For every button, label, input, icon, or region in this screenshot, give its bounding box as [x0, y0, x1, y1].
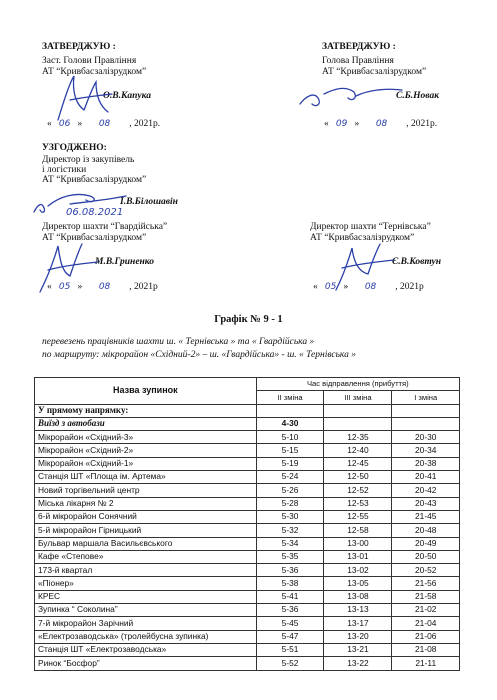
table-row [35, 643, 460, 656]
right-approval-date: « 09 » 08 , 2021р. [324, 119, 438, 129]
shift-3-time-cell: 12-50 [324, 471, 392, 484]
left-approval-date: « 06 » 08 , 2021р. [47, 119, 161, 129]
right-director-month: 08 [364, 282, 377, 292]
right-approval-heading: ЗАТВЕРДЖУЮ : [322, 42, 396, 52]
right-director-signature [330, 238, 400, 296]
agreed-signature [30, 182, 130, 222]
stop-name-cell: Ринок “Босфор” [35, 657, 257, 670]
shift-3-time-cell: 12-35 [324, 431, 392, 444]
right-approval-org: АТ “Кривбасзалізрудком” [322, 67, 427, 77]
agreed-heading: УЗГОДЖЕНО: [42, 143, 107, 153]
stop-name-cell: Станція ШТ «Електрозаводська» [35, 643, 257, 656]
shift-3-time-cell: 13-00 [324, 537, 392, 550]
shift-2-time-cell: 5-47 [256, 630, 324, 643]
left-director-position: Директор шахти “Гвардійська” [42, 222, 168, 232]
header-shift-1: І зміна [392, 391, 460, 404]
shift-1-time-cell: 21-11 [392, 657, 460, 670]
shift-2-time-cell: 5-26 [256, 484, 324, 497]
shift-2-time-cell: 5-52 [256, 657, 324, 670]
stop-name-cell: Зупинка “ Соколина” [35, 604, 257, 617]
shift-1-time-cell: 21-56 [392, 577, 460, 590]
shift-3-time-cell: 12-55 [324, 510, 392, 523]
table-row [35, 484, 460, 497]
table-row [35, 524, 460, 537]
section-forward-label: У прямому напрямку: [35, 404, 257, 417]
shift-1-time-cell: 20-34 [392, 444, 460, 457]
shift-3-time-cell: 13-20 [324, 630, 392, 643]
stop-name-cell: «Електрозаводська» (тролейбусна зупинка) [35, 630, 257, 643]
right-director-name: Є.В.Ковтун [392, 257, 442, 267]
stop-name-cell: КРЕС [35, 590, 257, 603]
subtitle-line2: по маршруту: мікрорайон «Східний-2» – ш. «Гвардійська» - ш. « Тернівська » [42, 350, 356, 360]
stop-name-cell: Бульвар маршала Васильєвського [35, 537, 257, 550]
shift-2-time-cell: 5-35 [256, 550, 324, 563]
shift-1-time-cell: 20-50 [392, 550, 460, 563]
agreed-handwritten-date: 06.08.2021 [66, 207, 124, 218]
shift-3-time-cell: 12-58 [324, 524, 392, 537]
left-approval-org: АТ “Кривбасзалізрудком” [42, 67, 147, 77]
shift-3-time-cell: 13-17 [324, 617, 392, 630]
shift-1-time-cell: 20-38 [392, 457, 460, 470]
stop-name-cell: Новий торгівельний центр [35, 484, 257, 497]
table-row [35, 444, 460, 457]
shift-2-time-cell: 5-28 [256, 497, 324, 510]
right-director-day: 05 [324, 282, 337, 292]
stop-name-cell: 7-й мікрорайон Зарічний [35, 617, 257, 630]
shift-3-time-cell: 13-21 [324, 643, 392, 656]
agreed-line1: Директор із закупівель [42, 155, 135, 165]
left-director-signature [34, 236, 104, 296]
shift-1-time-cell: 21-58 [392, 590, 460, 603]
table-row [35, 550, 460, 563]
table-row [35, 564, 460, 577]
shift-3-time-cell: 13-01 [324, 550, 392, 563]
left-director-month: 08 [98, 282, 111, 292]
right-approval-month: 08 [375, 119, 388, 129]
stop-name-cell: Кафе «Степове» [35, 550, 257, 563]
shift-3-time-cell: 12-52 [324, 484, 392, 497]
table-row [35, 657, 460, 670]
shift-3-time-cell: 13-08 [324, 590, 392, 603]
right-approval-signature [296, 78, 406, 118]
right-director-date: « 05 » 08 , 2021р [313, 282, 424, 292]
shift-1-time-cell: 21-08 [392, 643, 460, 656]
header-stop-name: Назва зупинок [35, 378, 257, 405]
shift-1-time-cell: 20-48 [392, 524, 460, 537]
left-approval-position: Заст. Голови Правління [42, 56, 137, 66]
right-approval-name: С.Б.Новак [396, 91, 440, 101]
shift-1-time-cell: 20-30 [392, 431, 460, 444]
stop-name-cell: Мікрорайон «Східний-3» [35, 431, 257, 444]
schedule-table [34, 377, 460, 671]
stop-name-cell: 6-й мікрорайон Сонячний [35, 510, 257, 523]
stop-name-cell: 173-й квартал [35, 564, 257, 577]
table-row [35, 604, 460, 617]
depot-time: 4-30 [256, 417, 324, 430]
shift-3-time-cell: 13-05 [324, 577, 392, 590]
shift-1-time-cell: 20-43 [392, 497, 460, 510]
left-director-date: « 05 » 08 , 2021р [47, 282, 158, 292]
stop-name-cell: Міська лікарня № 2 [35, 497, 257, 510]
shift-2-time-cell: 5-34 [256, 537, 324, 550]
stop-name-cell: «Піонер» [35, 577, 257, 590]
shift-1-time-cell: 21-02 [392, 604, 460, 617]
shift-2-time-cell: 5-51 [256, 643, 324, 656]
table-row [35, 431, 460, 444]
table-row [35, 510, 460, 523]
right-approval-day: 09 [335, 119, 348, 129]
depot-label: Виїзд з автобази [35, 417, 257, 430]
shift-1-time-cell: 20-52 [392, 564, 460, 577]
shift-1-time-cell: 21-04 [392, 617, 460, 630]
table-row [35, 537, 460, 550]
agreed-org: АТ “Кривбасзалізрудком” [42, 175, 147, 185]
agreed-line2: і логістики [42, 165, 87, 175]
stop-name-cell: Мікрорайон «Східний-1» [35, 457, 257, 470]
shift-1-time-cell: 20-41 [392, 471, 460, 484]
table-row [35, 497, 460, 510]
shift-2-time-cell: 5-45 [256, 617, 324, 630]
shift-3-time-cell: 13-22 [324, 657, 392, 670]
shift-3-time-cell: 13-13 [324, 604, 392, 617]
stop-name-cell: Мікрорайон «Східний-2» [35, 444, 257, 457]
header-time-group: Час відправлення (прибуття) [256, 378, 459, 391]
shift-1-time-cell: 21-45 [392, 510, 460, 523]
right-approval-position: Голова Правління [322, 56, 394, 66]
shift-2-time-cell: 5-19 [256, 457, 324, 470]
depot-row [35, 417, 460, 430]
right-director-position: Директор шахти “Тернівська” [310, 222, 431, 232]
page-title: Графік № 9 - 1 [214, 314, 283, 325]
right-director-org: АТ “Кривбасзалізрудком” [310, 233, 415, 243]
left-approval-name: О.В.Капука [103, 91, 151, 101]
shift-3-time-cell: 12-40 [324, 444, 392, 457]
table-header-row [35, 378, 460, 391]
shift-2-time-cell: 5-32 [256, 524, 324, 537]
table-row [35, 617, 460, 630]
shift-2-time-cell: 5-24 [256, 471, 324, 484]
stop-name-cell: Станція ШТ «Площа ім. Артема» [35, 471, 257, 484]
left-director-name: М.В.Гриненко [95, 257, 155, 267]
shift-2-time-cell: 5-36 [256, 604, 324, 617]
subtitle-line1: перевезень працівників шахти ш. « Тернівська » та « Гвардійська » [42, 337, 315, 347]
shift-3-time-cell: 12-53 [324, 497, 392, 510]
table-row [35, 471, 460, 484]
shift-2-time-cell: 5-41 [256, 590, 324, 603]
header-shift-2: ІІ зміна [256, 391, 324, 404]
shift-1-time-cell: 20-42 [392, 484, 460, 497]
left-approval-month: 08 [98, 119, 111, 129]
shift-2-time-cell: 5-10 [256, 431, 324, 444]
shift-2-time-cell: 5-38 [256, 577, 324, 590]
shift-3-time-cell: 13-02 [324, 564, 392, 577]
header-shift-3: ІІІ зміна [324, 391, 392, 404]
left-director-org: АТ “Кривбасзалізрудком” [42, 233, 147, 243]
left-director-day: 05 [58, 282, 71, 292]
shift-1-time-cell: 21-06 [392, 630, 460, 643]
shift-2-time-cell: 5-15 [256, 444, 324, 457]
table-row [35, 577, 460, 590]
agreed-name: І.В.Білошавін [120, 197, 178, 207]
left-approval-day: 06 [58, 119, 71, 129]
table-row [35, 457, 460, 470]
shift-2-time-cell: 5-36 [256, 564, 324, 577]
section-row [35, 404, 460, 417]
shift-3-time-cell: 12-45 [324, 457, 392, 470]
left-approval-signature [50, 70, 120, 130]
shift-2-time-cell: 5-30 [256, 510, 324, 523]
stop-name-cell: 5-й мікрорайон Гірницький [35, 524, 257, 537]
table-row [35, 630, 460, 643]
shift-1-time-cell: 20-49 [392, 537, 460, 550]
table-row [35, 590, 460, 603]
left-approval-heading: ЗАТВЕРДЖУЮ : [42, 42, 116, 52]
